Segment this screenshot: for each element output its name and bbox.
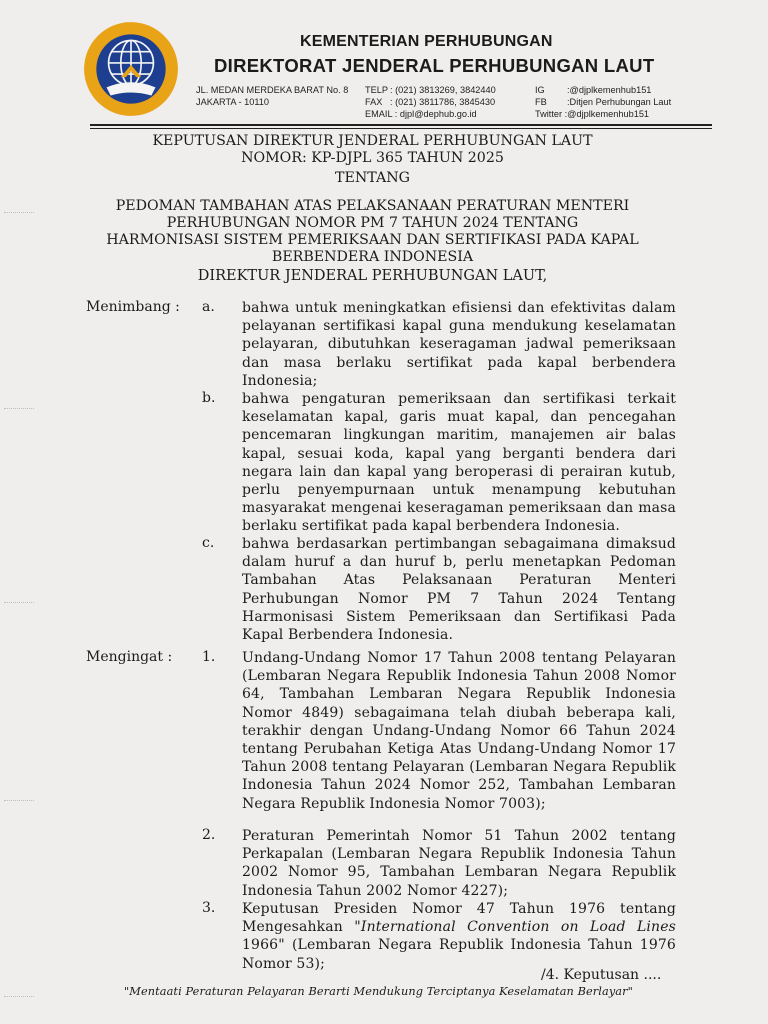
ig-label: IG <box>535 85 545 95</box>
ministry-name: KEMENTERIAN PERHUBUNGAN <box>300 33 553 50</box>
menimbang-label: Menimbang : <box>86 299 180 315</box>
email: EMAIL : djpl@dephub.go.id <box>365 109 477 119</box>
issuer-heading: DIREKTUR JENDERAL PERHUBUNGAN LAUT, <box>197 268 548 284</box>
menimbang-marker-a: a. <box>202 299 215 315</box>
footer-motto: "Mentaati Peraturan Pelayaran Berarti Mendukung Terciptanya Keselamatan Berlayar" <box>124 985 633 998</box>
subject-line-1: PEDOMAN TAMBAHAN ATAS PELAKSANAAN PERATURAN MENTERI <box>115 198 630 214</box>
contact-values <box>390 84 496 108</box>
twitter-label: Twitter <box>535 109 563 119</box>
address-block <box>196 84 348 108</box>
fax-value: : (021) 3811786, 3845430 <box>390 97 496 108</box>
fax-label: FAX <box>365 97 383 108</box>
letterhead-rule-thin <box>90 128 712 129</box>
telp-value: : (021) 3813269, 3842440 <box>390 85 496 95</box>
address-line-1: JL. MEDAN MERDEKA BARAT No. 8 <box>196 85 349 95</box>
menimbang-text-a: bahwa untuk meningkatkan efisiensi dan efektivitas dalam pelayanan sertifikasi kapal guna mendukung keselamatan pelayaran, dibutuhkan keseragaman jadwal pemeriksaan dan masa berlaku sertifikat pada kapal berbendera Indonesia; <box>242 300 676 389</box>
margin-mark <box>4 212 34 213</box>
decree-title-line-1: KEPUTUSAN DIREKTUR JENDERAL PERHUBUNGAN LAUT <box>152 133 593 149</box>
mengingat-label: Mengingat : <box>86 649 173 665</box>
mengingat-text-1: Undang-Undang Nomor 17 Tahun 2008 tentang Pelayaran (Lembaran Negara Republik Indonesia Tahun 2008 Nomor 64, Tambahan Lembaran Negara Republik Indonesia Nomor 4849) sebagaimana telah diubah beberapa kali, terakhir dengan Undang-Undang Nomor 66 Tahun 2024 tentang Perubahan Ketiga Atas Undang-Undang Nomor 17 Tahun 2008 tentang Pelayaran (Lembaran Negara Republik Indonesia Tahun 2024 Nomor 252, Tambahan Lembaran Negara Republik Indonesia Nomor 7003); <box>242 650 676 812</box>
letterhead-rule-thick <box>90 124 712 126</box>
ig-value: :@djplkemenhub151 <box>567 85 652 95</box>
mengingat-text-3 <box>242 900 676 973</box>
address-line-2: JAKARTA - 10110 <box>196 97 270 108</box>
margin-mark <box>4 602 34 603</box>
decree-title <box>80 133 665 167</box>
twitter <box>535 108 649 120</box>
social-values <box>567 84 671 108</box>
ministry-logo <box>80 18 182 120</box>
subject-line-3: HARMONISASI SISTEM PEMERIKSAAN DAN SERTIFIKASI PADA KAPAL <box>106 232 639 248</box>
tentang-heading: TENTANG <box>335 170 410 186</box>
menimbang-marker-c: c. <box>202 535 215 551</box>
contact-labels <box>365 84 388 108</box>
subject-line-4: BERBENDERA INDONESIA <box>271 249 474 265</box>
mengingat-text-3-after: 1966" (Lembaran Negara Republik Indonesia Tahun 1976 Nomor 53); <box>242 937 676 972</box>
subject-line-2: PERHUBUNGAN NOMOR PM 7 TAHUN 2024 TENTANG <box>166 215 579 231</box>
twitter-value: :@djplkemenhub151 <box>564 109 650 119</box>
mengingat-text-2: Peraturan Pemerintah Nomor 51 Tahun 2002 tentang Perkapalan (Lembaran Negara Republik Indonesia Tahun 2002 Nomor 95, Tambahan Lembaran Negara Republik Indonesia Tahun 2002 Nomor 4227); <box>242 828 676 899</box>
decree-number: NOMOR: KP-DJPL 365 TAHUN 2025 <box>241 150 504 166</box>
margin-mark <box>4 408 34 409</box>
directorate-name: DIREKTORAT JENDERAL PERHUBUNGAN LAUT <box>214 55 655 76</box>
telp-label: TELP <box>365 85 388 95</box>
menimbang-marker-b: b. <box>202 390 216 406</box>
menimbang-text-b: bahwa pengaturan pemeriksaan dan sertifikasi terkait keselamatan kapal, garis muat kapal, dan pencegahan pencemaran lingkungan maritim, manajemen air balas kapal, sesuai koda, kapal yang berganti bendera dari negara lain dan kapal yang beroperasi di perairan kutub, perlu penyempurnaan untuk menampung kebutuhan masyarakat mengenai keseragaman pemeriksaan dan masa berlaku sertifikat pada kapal berbendera Indonesia. <box>242 391 676 535</box>
decree-subject <box>80 198 665 266</box>
continuation-marker: /4. Keputusan .... <box>541 967 662 983</box>
fb-value: :Ditjen Perhubungan Laut <box>567 97 672 108</box>
mengingat-marker-2: 2. <box>202 827 216 843</box>
mengingat-text-3-before: Keputusan Presiden Nomor 47 Tahun 1976 tentang Mengesahkan " <box>242 901 676 936</box>
fb-label: FB <box>535 97 547 108</box>
mengingat-marker-3: 3. <box>202 900 216 916</box>
mengingat-marker-1: 1. <box>202 649 216 665</box>
convention-title: International Convention on Load Lines <box>360 919 676 936</box>
menimbang-text-c: bahwa berdasarkan pertimbangan sebagaimana dimaksud dalam huruf a dan huruf b, perlu menetapkan Pedoman Tambahan Atas Pelaksanaan Peraturan Menteri Perhubungan Nomor PM 7 Tahun 2024 Tentang Harmonisasi Sistem Pemeriksaan dan Sertifikasi Pada Kapal Berbendera Indonesia. <box>242 536 676 644</box>
margin-mark <box>4 800 34 801</box>
margin-mark <box>4 996 34 997</box>
social-labels <box>535 84 547 108</box>
